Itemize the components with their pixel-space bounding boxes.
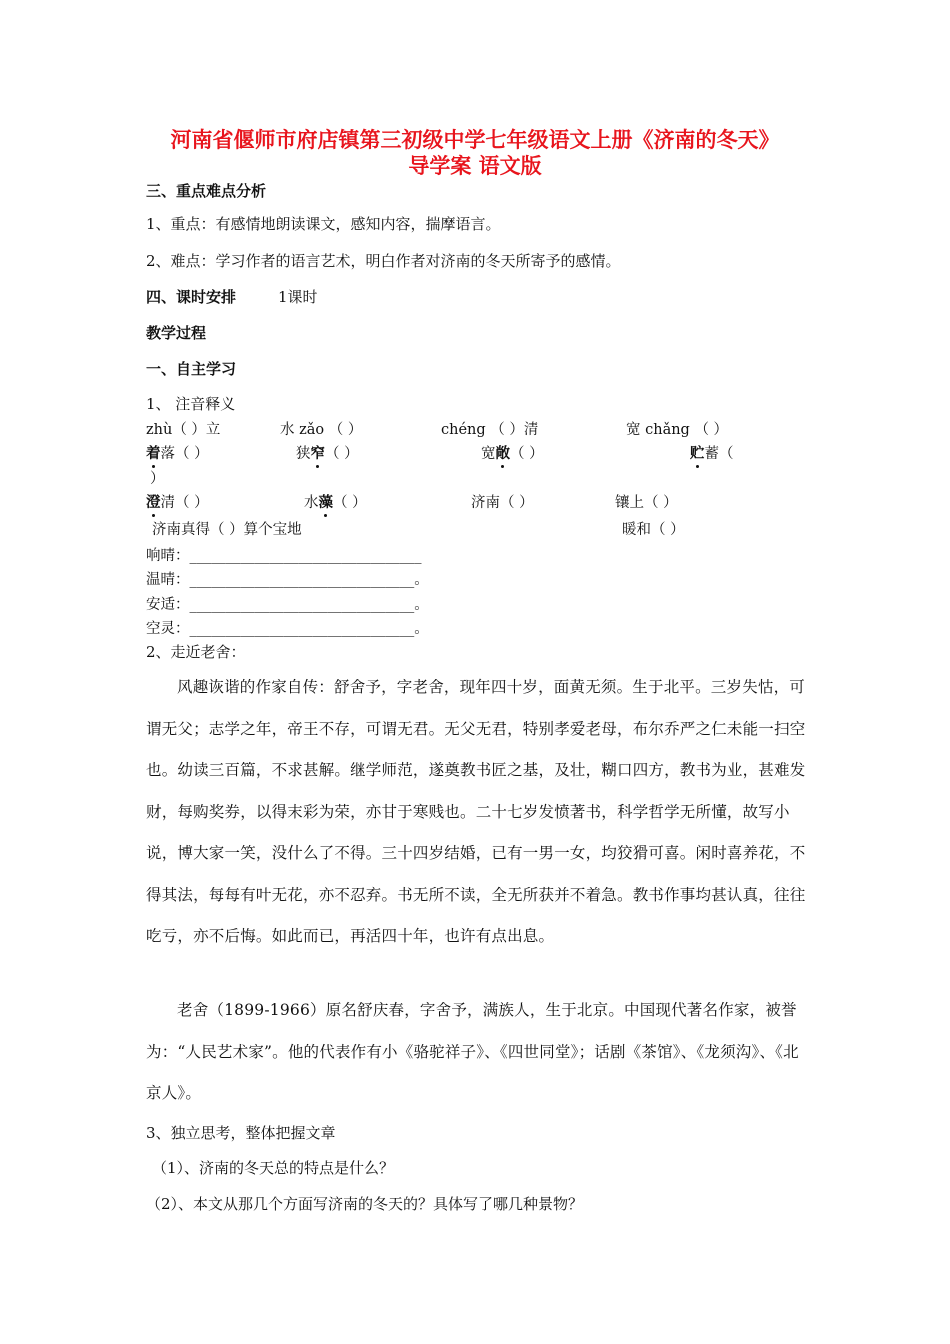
char: 水	[304, 495, 319, 511]
char: 宽	[481, 446, 496, 462]
pinyin-item: 暖和（ ）	[622, 522, 685, 538]
teaching-process-heading: 教学过程	[146, 324, 207, 342]
vocab-label: 响晴：	[146, 548, 190, 564]
lesson-count: 1课时	[278, 288, 318, 306]
vocab-row	[146, 568, 429, 589]
wrapped-paren: ）	[150, 471, 165, 487]
vocab-label: 空灵：	[146, 621, 190, 637]
vocab-answer-line: _______________________________。	[189, 572, 429, 588]
section3-think-heading: 3、独立思考，整体把握文章	[146, 1124, 336, 1142]
dotted-char: 窄	[311, 442, 326, 463]
pinyin-item	[481, 442, 544, 463]
blank: 蓄（	[704, 446, 734, 462]
vocab-row	[146, 593, 429, 614]
vocab-answer-line: _______________________________。	[189, 597, 429, 613]
dotted-char: 敞	[496, 442, 511, 463]
section4-heading: 四、课时安排	[146, 288, 237, 306]
difficult-point: 2、难点：学习作者的语言艺术，明白作者对济南的冬天所寄予的感情。	[146, 252, 621, 270]
vocab-row	[146, 544, 422, 565]
pinyin-item: zhù（ ）立	[146, 422, 221, 438]
vocab-answer-line: ________________________________	[189, 548, 422, 564]
pinyin-item: chéng （ ）清	[441, 422, 539, 438]
blank: 落（ ）	[160, 446, 209, 462]
document-title-line1: 河南省偃师市府店镇第三初级中学七年级语文上册《济南的冬天》	[170, 128, 780, 152]
question-1: （1）、济南的冬天总的特点是什么？	[152, 1159, 395, 1177]
dotted-char: 藻	[319, 491, 334, 512]
document-title-line2: 导学案 语文版	[408, 154, 542, 178]
pinyin-item	[146, 491, 209, 512]
self-study-heading: 一、自主学习	[146, 360, 237, 378]
pinyin-item	[690, 442, 734, 463]
char: 狭	[296, 446, 311, 462]
blank: （ ）	[325, 446, 359, 462]
dotted-char: 贮	[690, 442, 705, 463]
pinyin-item: 宽 chǎng （ ）	[626, 422, 729, 438]
key-point: 1、重点：有感情地朗读课文，感知内容，揣摩语言。	[146, 215, 501, 233]
pinyin-item: 镶上（ ）	[615, 495, 678, 511]
pinyin-item	[304, 491, 367, 512]
autobiography-paragraph: 风趣诙谐的作家自传：舒舍予，字老舍，现年四十岁，面黄无须。生于北平。三岁失怙，可谓无父；志学之年，帝王不存，可谓无君。无父无君，特别孝爱老母，布尔乔严之仁未能一扫空也。幼读三百篇，不求甚解。继学师范，遂奠教书匠之基，及壮，糊口四方，教书为业，甚难发财，每购奖券，以得末彩为荣，亦甘于寒贱也。二十七岁发愤著书，科学哲学无所懂，故写小说，博大家一笑，没什么了不得。三十四岁结婚，已有一男一女，均狡猾可喜。闲时喜养花，不得其法，每每有叶无花，亦不忍弃。书无所不读，全无所获并不着急。教书作事均甚认真，往往吃亏，亦不后悔。如此而已，再活四十年，也许有点出息。	[146, 678, 806, 945]
dotted-char: 着	[146, 442, 161, 463]
blank: 清（ ）	[160, 495, 209, 511]
pinyin-item	[296, 442, 359, 463]
pinyin-item	[146, 442, 209, 463]
blank: （ ）	[510, 446, 544, 462]
blank: （ ）	[333, 495, 367, 511]
vocab-label: 安适：	[146, 597, 190, 613]
pinyin-item: 水 zǎo （ ）	[280, 422, 363, 438]
vocab-row	[146, 617, 429, 638]
vocab-answer-line: _______________________________。	[189, 621, 429, 637]
section3-heading: 三、重点难点分析	[146, 182, 267, 200]
pinyin-item: 济南真得（ ）算个宝地	[152, 522, 302, 538]
question-2: （2）、本文从那几个方面写济南的冬天的？具体写了哪几种景物？	[146, 1195, 584, 1213]
pinyin-item: 济南（ ）	[471, 495, 534, 511]
dotted-char: 澄	[146, 491, 161, 512]
laoshe-heading: 2、走近老舍：	[146, 643, 246, 661]
vocab-label: 温晴：	[146, 572, 190, 588]
pinyin-heading: 1、 注音释义	[146, 395, 236, 413]
laoshe-intro-paragraph: 老舍（1899-1966）原名舒庆春，字舍予，满族人，生于北京。中国现代著名作家，被誉为：“人民艺术家”。他的代表作有小《骆驼祥子》、《四世同堂》；话剧《茶馆》、《龙须沟》、《北京人》。	[146, 1001, 799, 1102]
